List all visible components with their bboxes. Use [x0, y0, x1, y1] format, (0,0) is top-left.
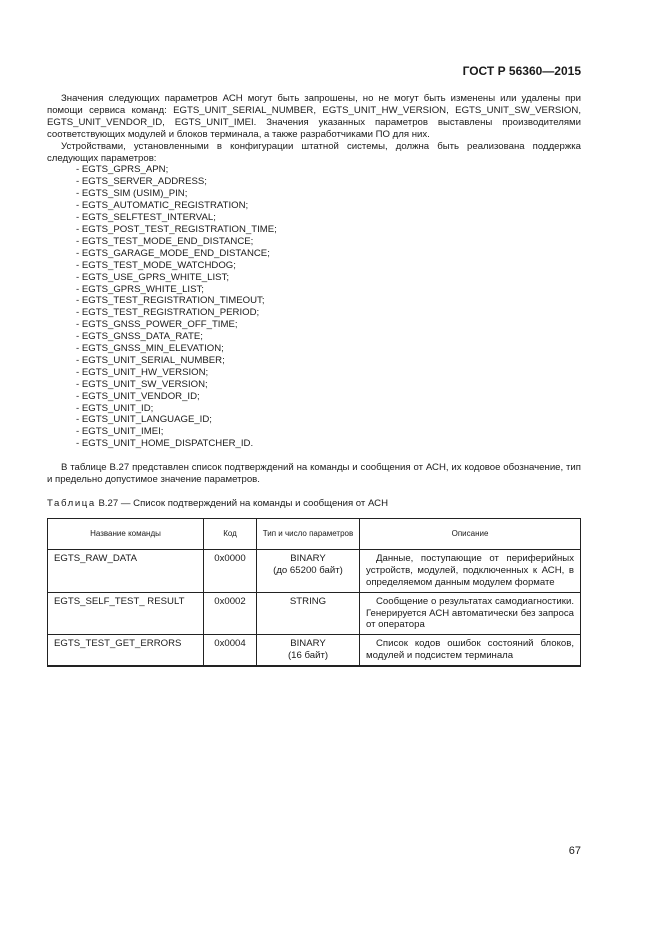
- cell-description: Данные, поступающие от периферийных устройств, модулей, подключенных к АСН, в определяемом данным модулем формате: [360, 549, 581, 592]
- cell-type-size: (до 65200 байт): [273, 564, 343, 576]
- list-item: - EGTS_SELFTEST_INTERVAL;: [76, 212, 216, 224]
- document-body: [47, 93, 581, 667]
- list-item: - EGTS_UNIT_HW_VERSION;: [76, 366, 209, 378]
- list-item: - EGTS_UNIT_SERIAL_NUMBER;: [76, 354, 225, 366]
- cell-description: Сообщение о результатах самодиагностики. Генерируется АСН автоматически без запроса от оператора: [360, 592, 581, 635]
- list-item: - EGTS_SIM (USIM)_PIN;: [76, 188, 188, 200]
- table-caption-text: В.27 — Список подтверждений на команды и сообщения от АСН: [95, 498, 389, 509]
- list-item: - EGTS_SERVER_ADDRESS;: [76, 176, 207, 188]
- list-item: - EGTS_TEST_REGISTRATION_PERIOD;: [76, 307, 260, 319]
- cell-command-name: EGTS_SELF_TEST_ RESULT: [48, 592, 204, 635]
- list-item: - EGTS_GNSS_DATA_RATE;: [76, 331, 203, 343]
- cell-description: Список кодов ошибок состояний блоков, модулей и подсистем терминала: [360, 635, 581, 666]
- list-item: - EGTS_UNIT_IMEI;: [76, 426, 164, 438]
- table-row: [48, 549, 581, 592]
- paragraph-read-only-params: Значения следующих параметров АСН могут быть запрошены, но не могут быть изменены или удалены при помощи сервиса команд: EGTS_UNIT_SERIAL_NUMBER, EGTS_UNIT_HW_VERSION, EGTS_UNIT_SW_VERSION, EGTS_UNIT_VENDOR_ID, EGTS_UNIT_IMEI. Значения указанных параметров выставлены производителями соответствующих модулей и блоков терминала, а также разработчиками ПО для них.: [47, 93, 581, 140]
- list-item: - EGTS_GPRS_APN;: [76, 164, 169, 176]
- header-command-name: Название команды: [48, 518, 204, 549]
- table-row: [48, 635, 581, 666]
- list-item: - EGTS_UNIT_SW_VERSION;: [76, 378, 208, 390]
- list-item: - EGTS_GARAGE_MODE_END_DISTANCE;: [76, 247, 270, 259]
- list-item: - EGTS_POST_TEST_REGISTRATION_TIME;: [76, 223, 277, 235]
- list-item: - EGTS_UNIT_VENDOR_ID;: [76, 390, 200, 402]
- list-item: - EGTS_UNIT_ID;: [76, 402, 154, 414]
- cell-command-name: EGTS_RAW_DATA: [48, 549, 204, 592]
- header-type: Тип и число параметров: [257, 518, 360, 549]
- paragraph-table-intro: В таблице В.27 представлен список подтверждений на команды и сообщения от АСН, их кодовое обозначение, тип и предельно допустимое значение параметров.: [47, 462, 581, 486]
- list-item: - EGTS_UNIT_HOME_DISPATCHER_ID.: [76, 438, 254, 450]
- list-item: - EGTS_TEST_REGISTRATION_TIMEOUT;: [76, 295, 265, 307]
- list-item: - EGTS_TEST_MODE_WATCHDOG;: [76, 259, 236, 271]
- confirmations-table: [47, 518, 581, 667]
- cell-type: [257, 592, 360, 635]
- cell-type-name: BINARY: [290, 638, 326, 650]
- table-header-row: [48, 518, 581, 549]
- cell-code: 0x0000: [204, 549, 257, 592]
- list-item: - EGTS_AUTOMATIC_REGISTRATION;: [76, 200, 249, 212]
- page-number: 67: [568, 845, 581, 857]
- cell-code: 0x0002: [204, 592, 257, 635]
- list-item: - EGTS_TEST_MODE_END_DISTANCE;: [76, 235, 254, 247]
- document-header: ГОСТ Р 56360—2015: [462, 64, 581, 78]
- list-item: - EGTS_GNSS_MIN_ELEVATION;: [76, 343, 224, 355]
- paragraph-supported-params: Устройствами, установленными в конфигурации штатной системы, должна быть реализована поддержка следующих параметров:: [47, 140, 581, 164]
- cell-type-size: (16 байт): [287, 650, 329, 662]
- list-item: - EGTS_USE_GPRS_WHITE_LIST;: [76, 271, 230, 283]
- table-caption-label: Таблица: [47, 498, 96, 509]
- cell-type-name: STRING: [289, 595, 327, 607]
- table-row: [48, 592, 581, 635]
- cell-type: [257, 549, 360, 592]
- cell-code: 0x0004: [204, 635, 257, 666]
- table-caption: [47, 498, 581, 510]
- cell-type-name: BINARY: [290, 552, 326, 564]
- list-item: - EGTS_UNIT_LANGUAGE_ID;: [76, 414, 212, 426]
- list-item: - EGTS_GNSS_POWER_OFF_TIME;: [76, 319, 238, 331]
- cell-type: [257, 635, 360, 666]
- list-item: - EGTS_GPRS_WHITE_LIST;: [76, 283, 204, 295]
- parameter-list: [47, 164, 581, 450]
- cell-command-name: EGTS_TEST_GET_ERRORS: [48, 635, 204, 666]
- header-description: Описание: [360, 518, 581, 549]
- header-code: Код: [204, 518, 257, 549]
